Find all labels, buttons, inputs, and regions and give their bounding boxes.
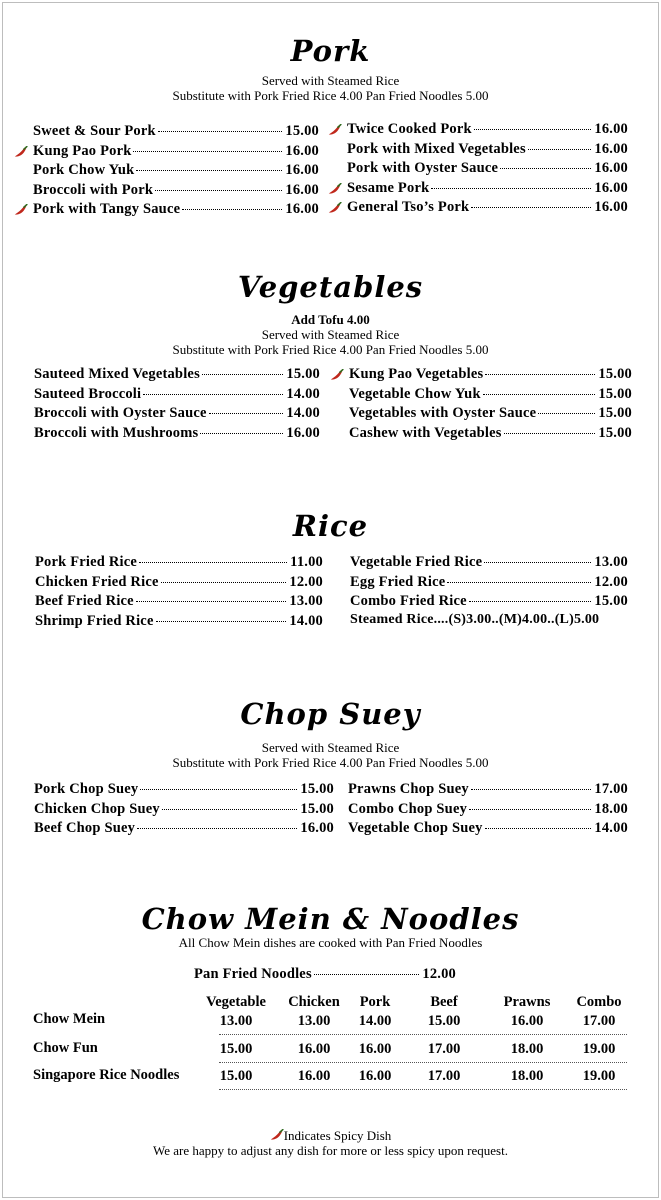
column-header: Chicken xyxy=(288,994,340,1010)
menu-item xyxy=(349,405,632,425)
item-price: 16.00 xyxy=(594,179,628,196)
noodle-price: 13.00 xyxy=(297,1013,331,1029)
item-price: 16.00 xyxy=(300,820,334,836)
item-price: 16.00 xyxy=(285,162,319,178)
spicy-adjust-note: We are happy to adjust any dish for more or less spicy upon request. xyxy=(153,1143,508,1158)
item-name: Prawns Chop Suey xyxy=(348,781,469,797)
dot-leader xyxy=(202,374,283,375)
rice-left-list xyxy=(35,554,323,632)
pan-fried-noodles-row xyxy=(194,966,456,986)
pork-right-list xyxy=(347,121,628,219)
item-price: 16.00 xyxy=(594,160,628,176)
item-name: Pork with Tangy Sauce xyxy=(33,201,181,217)
menu-item xyxy=(35,613,323,633)
dot-leader xyxy=(182,209,282,210)
chili-icon xyxy=(328,124,342,136)
vegetables-right-list xyxy=(349,366,632,444)
item-name: Kung Pao Pork xyxy=(33,142,132,159)
item-price: 12.00 xyxy=(594,573,628,590)
item-name: Twice Cooked Pork xyxy=(347,121,472,137)
menu-item xyxy=(34,820,334,840)
item-price: 15.00 xyxy=(300,800,334,817)
item-name: Vegetable Fried Rice xyxy=(350,554,483,570)
dot-leader xyxy=(500,168,591,169)
menu-item xyxy=(349,425,632,445)
chili-icon xyxy=(14,204,28,216)
item-name: Combo Chop Suey xyxy=(348,800,468,817)
item-name: Combo Fried Rice xyxy=(350,593,467,609)
menu-item xyxy=(349,366,632,386)
section-title-rice: Rice xyxy=(292,509,369,543)
item-name: Chicken Chop Suey xyxy=(34,800,160,817)
dot-leader xyxy=(447,582,591,583)
menu-item xyxy=(347,199,628,219)
item-name: Chicken Fried Rice xyxy=(35,573,159,590)
vegetables-served-note: Served with Steamed Rice xyxy=(261,327,400,342)
dot-leader xyxy=(474,129,592,130)
item-price: 14.00 xyxy=(289,612,323,629)
dot-leader xyxy=(200,433,283,434)
rice-right-list xyxy=(350,554,628,613)
column-header: Combo xyxy=(576,994,622,1010)
dot-leader xyxy=(137,828,297,829)
spicy-legend xyxy=(0,1128,661,1143)
item-name: Broccoli with Mushrooms xyxy=(34,424,199,441)
item-price: 18.00 xyxy=(594,800,628,817)
dot-leader xyxy=(162,809,297,810)
noodle-price: 18.00 xyxy=(510,1041,544,1057)
menu-item xyxy=(34,405,320,425)
chili-icon xyxy=(328,183,342,195)
item-price: 16.00 xyxy=(285,142,319,159)
dot-leader xyxy=(209,413,284,414)
dot-leader xyxy=(136,170,282,171)
dot-leader xyxy=(139,562,287,563)
item-price: 15.00 xyxy=(300,781,334,797)
menu-item xyxy=(33,201,319,221)
chop-suey-right-list xyxy=(348,781,628,840)
noodle-price: 16.00 xyxy=(297,1068,331,1084)
menu-item xyxy=(34,366,320,386)
item-name: General Tso’s Pork xyxy=(347,199,470,215)
item-name: Pan Fried Noodles xyxy=(194,966,312,982)
column-header: Vegetable xyxy=(206,994,266,1010)
item-price: 13.00 xyxy=(594,554,628,570)
item-name: Beef Fried Rice xyxy=(35,593,134,609)
item-name: Pork Chow Yuk xyxy=(33,162,135,178)
menu-item xyxy=(348,781,628,801)
column-header: Prawns xyxy=(503,994,551,1010)
item-name: Sweet & Sour Pork xyxy=(33,123,156,139)
pork-substitute-note: Substitute with Pork Fried Rice 4.00 Pan Fried Noodles 5.00 xyxy=(172,88,489,103)
row-divider xyxy=(219,1034,627,1035)
item-name: Vegetable Chop Suey xyxy=(348,820,483,836)
dot-leader xyxy=(469,601,592,602)
dot-leader xyxy=(484,562,591,563)
item-price: 16.00 xyxy=(286,424,320,441)
item-price: 13.00 xyxy=(289,593,323,609)
menu-item xyxy=(347,121,628,141)
menu-item xyxy=(35,554,323,574)
item-price: 16.00 xyxy=(594,140,628,157)
item-name: Pork Chop Suey xyxy=(34,781,139,797)
item-name: Kung Pao Vegetables xyxy=(349,366,484,382)
dot-leader xyxy=(158,131,283,132)
item-name: Pork with Oyster Sauce xyxy=(347,160,499,176)
item-name: Beef Chop Suey xyxy=(34,820,136,836)
dot-leader xyxy=(136,601,287,602)
noodle-price: 16.00 xyxy=(358,1041,392,1057)
dot-leader xyxy=(431,188,591,189)
item-price: 12.00 xyxy=(422,966,456,982)
item-name: Cashew with Vegetables xyxy=(349,424,502,441)
item-name: Vegetables with Oyster Sauce xyxy=(349,405,537,421)
dot-leader xyxy=(528,149,592,150)
menu-item xyxy=(349,386,632,406)
item-price: 15.00 xyxy=(594,593,628,609)
chili-icon xyxy=(270,1129,284,1141)
item-price: 14.00 xyxy=(286,405,320,421)
row-divider xyxy=(219,1089,627,1090)
chop-suey-substitute-note: Substitute with Pork Fried Rice 4.00 Pan Fried Noodles 5.00 xyxy=(172,755,489,770)
item-price: 11.00 xyxy=(290,554,323,570)
noodle-price: 15.00 xyxy=(219,1041,253,1057)
noodle-price: 17.00 xyxy=(427,1068,461,1084)
chow-mein-note: All Chow Mein dishes are cooked with Pan Fried Noodles xyxy=(178,935,483,950)
noodle-price: 13.00 xyxy=(219,1013,253,1029)
menu-item xyxy=(34,781,334,801)
noodle-price: 17.00 xyxy=(582,1013,616,1029)
dot-leader xyxy=(471,789,592,790)
pork-left-list xyxy=(33,123,319,221)
noodle-row-name: Chow Mein xyxy=(33,1011,106,1027)
dot-leader xyxy=(314,974,420,975)
noodle-price: 18.00 xyxy=(510,1068,544,1084)
item-name: Sesame Pork xyxy=(347,179,430,196)
menu-item xyxy=(350,554,628,574)
item-name: Egg Fried Rice xyxy=(350,573,446,590)
menu-item xyxy=(348,801,628,821)
item-price: 17.00 xyxy=(594,781,628,797)
noodle-price: 19.00 xyxy=(582,1068,616,1084)
dot-leader xyxy=(161,582,287,583)
item-name: Pork Fried Rice xyxy=(35,554,138,570)
section-title-pork: Pork xyxy=(290,34,371,68)
dot-leader xyxy=(471,207,591,208)
item-price: 15.00 xyxy=(598,366,632,382)
item-price: 15.00 xyxy=(285,123,319,139)
menu-item xyxy=(350,574,628,594)
dot-leader xyxy=(156,621,287,622)
spicy-legend-text: Indicates Spicy Dish xyxy=(283,1128,392,1143)
menu-item xyxy=(347,141,628,161)
chili-icon xyxy=(330,369,344,381)
menu-item xyxy=(35,574,323,594)
noodle-price: 19.00 xyxy=(582,1041,616,1057)
noodle-row-name: Singapore Rice Noodles xyxy=(33,1067,180,1083)
noodle-price: 14.00 xyxy=(358,1013,392,1029)
dot-leader xyxy=(485,374,595,375)
item-price: 15.00 xyxy=(598,385,632,402)
item-name: Shrimp Fried Rice xyxy=(35,612,154,629)
noodle-price: 15.00 xyxy=(427,1013,461,1029)
column-header: Beef xyxy=(430,994,458,1010)
chop-suey-served-note: Served with Steamed Rice xyxy=(261,740,400,755)
column-header: Pork xyxy=(359,994,391,1010)
dot-leader xyxy=(538,413,595,414)
section-title-chow-mein: Chow Mein & Noodles xyxy=(141,902,520,936)
item-name: Broccoli with Pork xyxy=(33,181,154,198)
menu-item xyxy=(347,180,628,200)
menu-item xyxy=(34,801,334,821)
item-price: 16.00 xyxy=(594,121,628,137)
menu-item xyxy=(33,182,319,202)
noodle-price: 17.00 xyxy=(427,1041,461,1057)
section-title-chop-suey: Chop Suey xyxy=(240,697,421,731)
dot-leader xyxy=(140,789,297,790)
item-price: 12.00 xyxy=(289,573,323,590)
row-divider xyxy=(219,1062,627,1063)
steamed-rice-prices: Steamed Rice....(S)3.00..(M)4.00..(L)5.00 xyxy=(350,612,600,627)
menu-item xyxy=(350,593,628,613)
menu-item xyxy=(348,820,628,840)
dot-leader xyxy=(133,151,282,152)
vegetables-tofu-note: Add Tofu 4.00 xyxy=(291,312,370,327)
pork-served-note: Served with Steamed Rice xyxy=(261,73,400,88)
item-name: Vegetable Chow Yuk xyxy=(349,385,481,402)
chili-icon xyxy=(14,146,28,158)
dot-leader xyxy=(143,394,283,395)
item-price: 16.00 xyxy=(594,199,628,215)
item-price: 14.00 xyxy=(594,820,628,836)
menu-item xyxy=(347,160,628,180)
item-name: Sauteed Mixed Vegetables xyxy=(34,366,200,382)
item-price: 15.00 xyxy=(286,366,320,382)
vegetables-substitute-note: Substitute with Pork Fried Rice 4.00 Pan Fried Noodles 5.00 xyxy=(172,342,489,357)
noodle-price: 15.00 xyxy=(219,1068,253,1084)
dot-leader xyxy=(483,394,596,395)
menu-item xyxy=(34,425,320,445)
item-name: Pork with Mixed Vegetables xyxy=(347,140,526,157)
noodle-row-name: Chow Fun xyxy=(33,1040,98,1056)
menu-item xyxy=(35,593,323,613)
chili-icon xyxy=(328,202,342,214)
item-price: 15.00 xyxy=(598,424,632,441)
item-price: 16.00 xyxy=(285,181,319,198)
section-title-vegetables: Vegetables xyxy=(237,270,424,304)
menu-item xyxy=(33,162,319,182)
dot-leader xyxy=(504,433,596,434)
item-price: 15.00 xyxy=(598,405,632,421)
dot-leader xyxy=(469,809,591,810)
menu-item xyxy=(34,386,320,406)
noodle-price: 16.00 xyxy=(297,1041,331,1057)
item-name: Broccoli with Oyster Sauce xyxy=(34,405,207,421)
noodle-price: 16.00 xyxy=(510,1013,544,1029)
item-price: 16.00 xyxy=(285,201,319,217)
item-price: 14.00 xyxy=(286,385,320,402)
menu-item xyxy=(33,123,319,143)
chop-suey-left-list xyxy=(34,781,334,840)
noodle-price: 16.00 xyxy=(358,1068,392,1084)
menu-item xyxy=(33,143,319,163)
dot-leader xyxy=(485,828,592,829)
item-name: Sauteed Broccoli xyxy=(34,385,142,402)
dot-leader xyxy=(155,190,282,191)
vegetables-left-list xyxy=(34,366,320,444)
